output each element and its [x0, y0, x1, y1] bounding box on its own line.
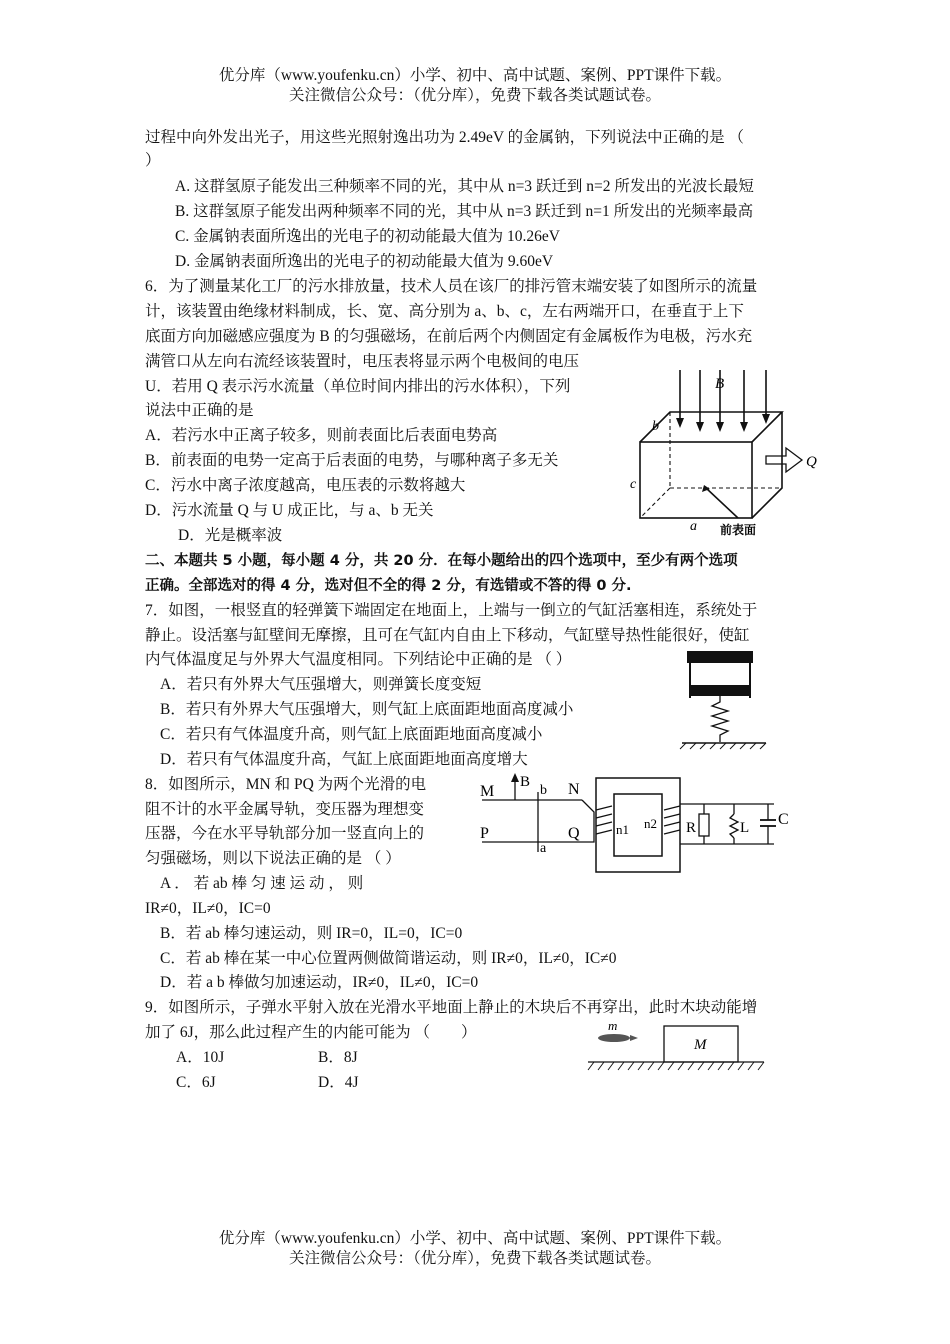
- fig-label-front: 前表面: [720, 523, 757, 537]
- fig-label-a: a: [690, 519, 697, 534]
- section-2-heading-2: 正确。全部选对的得 4 分，选对但不全的得 2 分，有选错或不答的得 0 分.: [145, 578, 632, 594]
- q5-option-c: C. 金属钠表面所逸出的光电子的初动能最大值为 10.26eV: [175, 228, 560, 245]
- q7-option-c: C．若只有气体温度升高，则气缸上底面距地面高度减小: [160, 726, 543, 743]
- fig-label-Q2: Q: [568, 825, 580, 842]
- q7-line-1: 7．如图，一根竖直的轻弹簧下端固定在地面上，上端与一倒立的气缸活塞相连，系统处于: [145, 602, 758, 619]
- q6-line-3: 底面方向加磁感应强度为 B 的匀强磁场，在前后两个内侧固定有金属板作为电极，污水充: [145, 328, 753, 345]
- header-line-2: 关注微信公众号：（优分库），免费下载各类试题试卷。: [288, 87, 661, 104]
- header-line-1: 优分库（www.youfenku.cn）小学、初中、高中试题、案例、PPT课件下载。: [218, 67, 732, 84]
- fig-label-B2: B: [520, 774, 531, 790]
- bullet-block-figure: [586, 1018, 766, 1076]
- fig-label-q: Q: [806, 454, 817, 470]
- q8-line-2: 阻不计的水平金属导轨，变压器为理想变: [145, 801, 425, 818]
- fig-label-n1: n1: [616, 822, 629, 837]
- q5-option-b: B. 这群氢原子能发出两种频率不同的光，其中从 n=3 跃迁到 n=1 所发出的光频率最高: [175, 203, 754, 220]
- q9-option-a: A．10J: [176, 1049, 225, 1066]
- fig-label-m: m: [608, 1018, 618, 1033]
- q9-option-b: B．8J: [318, 1049, 358, 1066]
- q6-line-1: 6．为了测量某化工厂的污水排放量，技术人员在该厂的排污管末端安装了如图所示的流量: [145, 278, 758, 295]
- fig-label-M2: M: [694, 1037, 707, 1053]
- q6-line-2: 计，该装置由绝缘材料制成，长、宽、高分别为 a、b、c，左右两端开口，在垂直于上下: [145, 303, 744, 320]
- flowmeter-figure: [628, 368, 828, 538]
- q5-stem-end: ）: [145, 152, 161, 169]
- q5-option-d: D. 金属钠表面所逸出的光电子的初动能最大值为 9.60eV: [175, 253, 554, 270]
- q7-option-b: B．若只有外界大气压强增大，则气缸上底面距地面高度减小: [160, 701, 574, 718]
- q6-line-6: 说法中正确的是: [145, 402, 254, 419]
- fig-label-M: M: [480, 783, 495, 800]
- q6-option-c: C．污水中离子浓度越高，电压表的示数将越大: [145, 477, 466, 494]
- q6-option-b: B．前表面的电势一定高于后表面的电势，与哪种离子多无关: [145, 452, 559, 469]
- q9-option-d: D．4J: [318, 1074, 359, 1091]
- fig-label-a2: a: [540, 841, 547, 856]
- q7-option-d: D．若只有气体温度升高，气缸上底面距地面高度增大: [160, 751, 528, 768]
- q8-option-a-cont: IR≠0，IL≠0，IC=0: [145, 900, 271, 917]
- fig-label-P: P: [480, 825, 489, 842]
- q5-stem: 过程中向外发出光子，用这些光照射逸出功为 2.49eV 的金属钠，下列说法中正确的是 （: [145, 129, 745, 146]
- q6-option-a: A．若污水中正离子较多，则前表面比后表面电势高: [145, 427, 498, 444]
- q8-option-a: A ． 若 ab 棒 匀 速 运 动 ， 则: [160, 875, 364, 892]
- q9-line-1: 9．如图所示，子弹水平射入放在光滑水平地面上静止的木块后不再穿出，此时木块动能增: [145, 999, 758, 1016]
- fig-label-c: c: [630, 477, 637, 492]
- q6-extra-option: D．光是概率波: [178, 527, 283, 544]
- fig-label-B: B: [715, 376, 725, 392]
- q9-line-2: 加了 6J，那么此过程产生的内能可能为 （ ）: [145, 1024, 477, 1041]
- fig-label-C: C: [778, 811, 789, 828]
- transformer-circuit-figure: [478, 770, 798, 880]
- q8-option-d: D．若 a b 棒做匀加速运动，IR≠0，IL≠0，IC=0: [160, 974, 479, 991]
- q8-line-4: 匀强磁场，则以下说法正确的是 （ ）: [145, 850, 401, 867]
- q7-line-3: 内气体温度足与外界大气温度相同。下列结论中正确的是 （ ）: [145, 651, 572, 668]
- q8-option-b: B．若 ab 棒匀速运动，则 IR=0，IL=0，IC=0: [160, 925, 463, 942]
- fig-label-b: b: [652, 419, 659, 434]
- section-2-heading-1: 二、本题共 5 小题，每小题 4 分，共 20 分．在每小题给出的四个选项中，至少有两个选项: [145, 553, 738, 569]
- fig-label-n2: n2: [644, 816, 657, 831]
- q6-option-d: D．污水流量 Q 与 U 成正比，与 a、b 无关: [145, 502, 434, 519]
- q8-option-c: C．若 ab 棒在某一中心位置两侧做简谐运动，则 IR≠0，IL≠0，IC≠0: [160, 950, 617, 967]
- cylinder-spring-figure: [676, 650, 772, 750]
- q9-option-c: C．6J: [176, 1074, 216, 1091]
- q7-option-a: A．若只有外界大气压强增大，则弹簧长度变短: [160, 676, 482, 693]
- fig-label-R: R: [686, 820, 697, 836]
- fig-label-L: L: [740, 820, 750, 836]
- footer-line-2: 关注微信公众号：（优分库），免费下载各类试题试卷。: [288, 1250, 661, 1267]
- fig-label-b2: b: [540, 783, 547, 798]
- fig-label-N: N: [568, 781, 580, 798]
- q6-line-4: 满管口从左向右流经该装置时，电压表将显示两个电极间的电压: [145, 353, 580, 370]
- q7-line-2: 静止。设活塞与缸壁间无摩擦，且可在气缸内自由上下移动，气缸壁导热性能很好，使缸: [145, 627, 750, 644]
- q6-line-5: U．若用 Q 表示污水流量（单位时间内排出的污水体积），下列: [145, 378, 571, 395]
- footer-line-1: 优分库（www.youfenku.cn）小学、初中、高中试题、案例、PPT课件下载。: [218, 1230, 732, 1247]
- q8-line-1: 8．如图所示，MN 和 PQ 为两个光滑的电: [145, 776, 427, 793]
- q5-option-a: A. 这群氢原子能发出三种频率不同的光，其中从 n=3 跃迁到 n=2 所发出的光波长最短: [175, 178, 754, 195]
- q8-line-3: 压器，今在水平导轨部分加一竖直向上的: [145, 825, 425, 842]
